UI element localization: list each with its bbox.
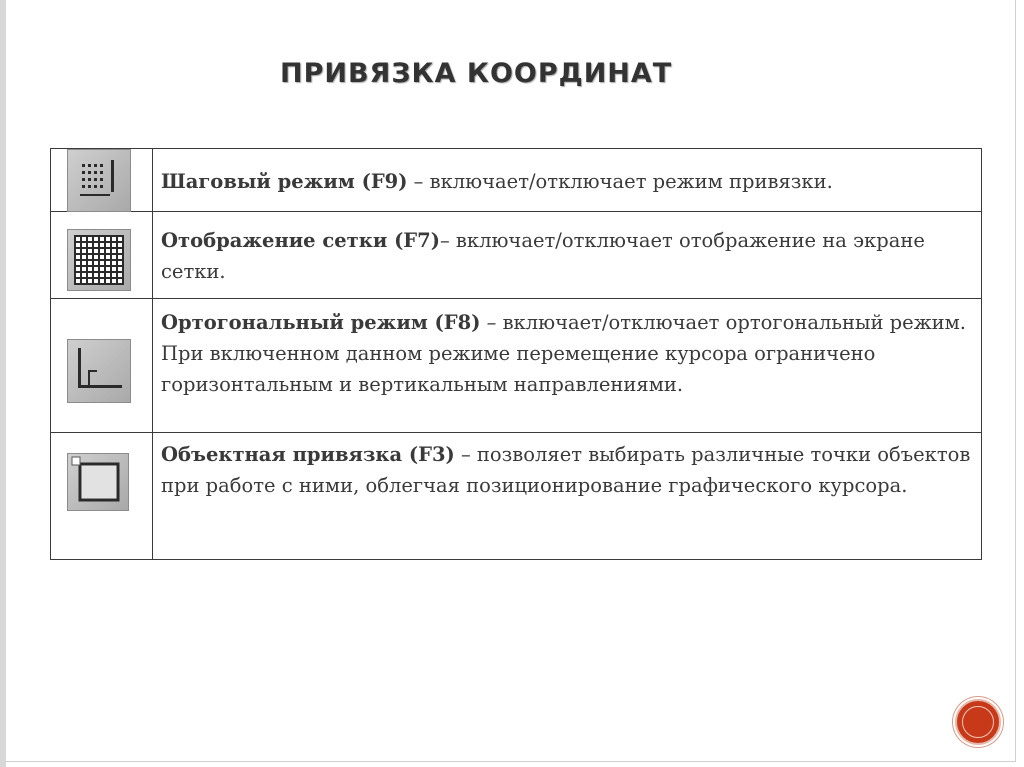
table-row — [51, 299, 981, 433]
mode-name: Ортогональный режим (F8) — [161, 311, 481, 334]
ortho-mode-icon — [67, 339, 131, 403]
mode-description: – включает/отключает ортогональный режим. При включенном данном режиме перемещение курсора ограничено горизонтальным и вертикальным направлениями. — [161, 311, 967, 396]
mode-description: – позволяет выбирать различные точки объектов при работе с ними, облегчая позиционирование графического курсора. — [161, 443, 971, 497]
snap-modes-table — [50, 148, 982, 560]
icon-cell — [51, 433, 153, 559]
object-snap-icon — [67, 453, 129, 511]
mode-description: – включает/отключает режим привязки. — [407, 170, 833, 193]
mode-name: Объектная привязка (F3) — [161, 443, 455, 466]
icon-cell — [51, 299, 153, 432]
mode-name: Шаговый режим (F9) — [161, 170, 408, 193]
slide-title: ПРИВЯЗКА КООРДИНАТ — [280, 58, 673, 89]
row-description — [161, 225, 973, 287]
mode-name: Отображение сетки (F7) — [161, 229, 440, 252]
badge-ring — [962, 706, 994, 738]
row-description — [161, 166, 973, 197]
icon-cell — [51, 149, 153, 211]
mode-description: – включает/отключает отображение на экране сетки. — [161, 229, 925, 283]
table-row — [51, 212, 981, 299]
grid-display-icon — [67, 229, 131, 291]
snap-step-icon — [67, 149, 131, 212]
table-row — [51, 149, 981, 212]
icon-cell — [51, 212, 153, 298]
row-description — [161, 307, 973, 400]
table-row — [51, 433, 981, 559]
row-description — [161, 439, 973, 501]
slide-nav-badge[interactable] — [955, 699, 1001, 745]
